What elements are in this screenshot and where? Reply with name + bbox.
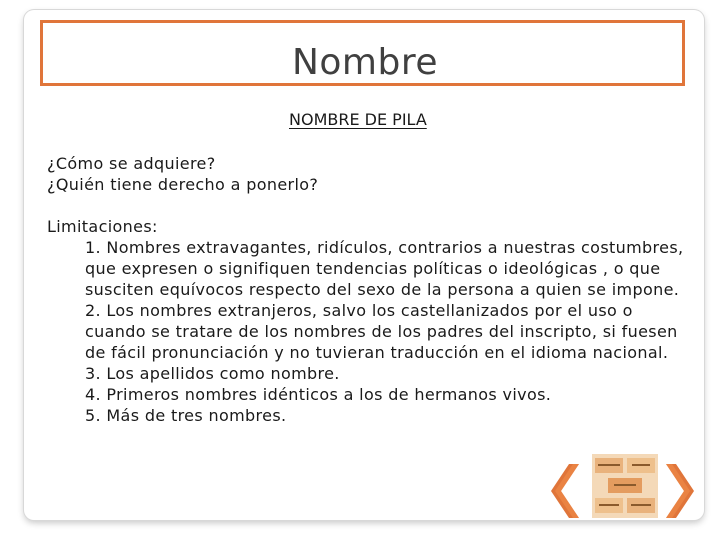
next-slide-button[interactable] [664, 464, 700, 518]
slide-title: Nombre [291, 42, 439, 83]
limitations-label: Limitaciones: [47, 217, 158, 236]
previous-slide-button[interactable] [545, 464, 581, 518]
slide-content [47, 153, 697, 426]
limitation-item: 4. Primeros nombres idénticos a los de hermanos vivos. [85, 385, 552, 404]
chevron-left-icon [545, 464, 581, 518]
limitation-item: 1. Nombres extravagantes, ridículos, contrarios a nuestras costumbres, que expresen o signifiquen tendencias políticas o ideológicas , o que susciten equívocos respecto del sexo de la persona a quien se impone. [85, 238, 684, 299]
limitation-item: 5. Más de tres nombres. [85, 406, 287, 425]
limitation-item: 2. Los nombres extranjeros, salvo los castellanizados por el uso o cuando se tratare de los nombres de los padres del inscripto, si fuesen de fácil pronunciación y no tuvieran traducción en el idioma nacional. [85, 301, 678, 362]
limitation-item: 3. Los apellidos como nombre. [85, 364, 340, 383]
question-1: ¿Cómo se adquiere? [47, 154, 216, 173]
chevron-right-icon [664, 464, 700, 518]
slide-subtitle: NOMBRE DE PILA [289, 110, 427, 129]
question-2: ¿Quién tiene derecho a ponerlo? [47, 175, 319, 194]
limitations-list [85, 237, 697, 426]
section-thumbnail [592, 454, 658, 518]
